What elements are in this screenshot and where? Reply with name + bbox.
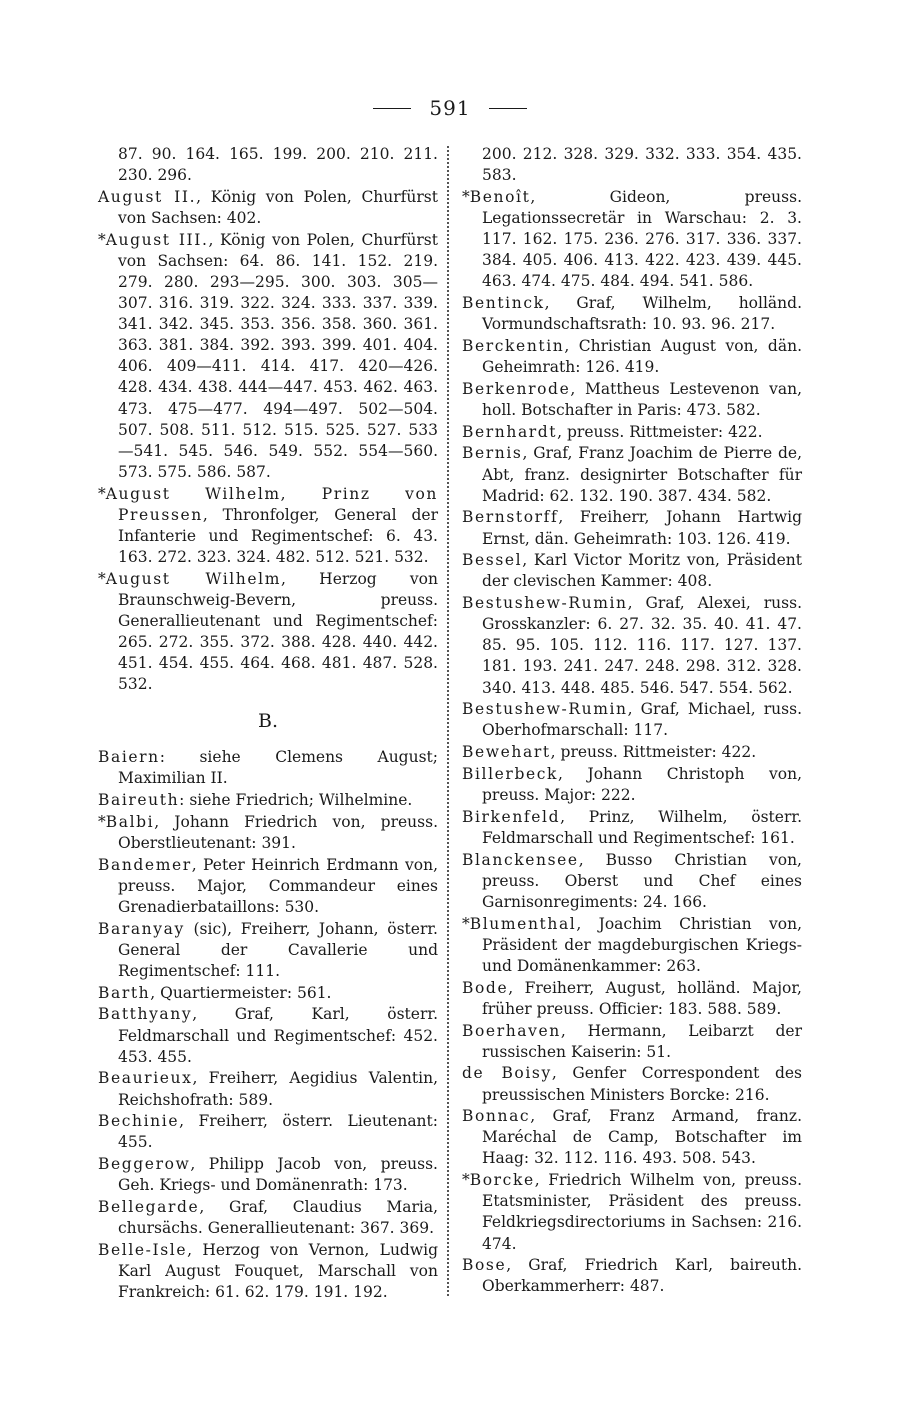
entry-name: August Wilhelm [105,569,282,588]
index-entry [462,379,802,421]
entry-name: Bode [462,978,509,997]
entry-text: 87. 90. 164. 165. 199. 200. 210. 211. 230. 296. [118,145,438,185]
index-entry [98,187,438,229]
entry-name: Bernstorff [462,508,559,527]
entry-name: Baranyay [98,919,185,938]
entry-text: (sic), Freiherr, Johann, österr. General der Cavallerie und Regimentschef: 111. [118,919,438,980]
entry-text: , Graf, Michael, russ. Oberhofmarschall: 117. [482,700,802,740]
index-entry [462,699,802,741]
entry-name: Bessel [462,551,523,570]
entry-name: Beggerow [98,1155,191,1174]
entry-name: Bentinck [462,294,545,313]
entry-text: , Prinz, Wilhelm, österr. Feldmarschall und Regimentschef: 161. [482,807,802,847]
index-entry [98,1004,438,1067]
index-entry [462,1255,802,1297]
entry-text: , Busso Christian von, preuss. Oberst und Chef eines Garnisonregiments: 24. 166. [482,850,802,911]
index-entry [98,1154,438,1196]
page-number: 591 [429,96,471,120]
entry-text: , Mattheus Lestevenon van, holl. Botschafter in Paris: 473. 582. [482,379,802,419]
header-dash-left [373,108,411,109]
entry-name: Bellegarde [98,1198,200,1217]
entry-marker: * [462,1171,470,1190]
index-column-right [462,144,802,1298]
entry-text: , Graf, Alexei, russ. Grosskanzler: 6. 27. 32. 35. 40. 41. 47. 85. 95. 105. 112. 116. 117. 127. 137. 181. 193. 241. 247. 248. 298. 312. 328. 340. 413. 448. 485. 546. 547. 554. 562. [482,594,802,697]
index-entry [462,443,802,506]
entry-text: 200. 212. 328. 329. 332. 333. 354. 435. 583. [482,145,802,185]
entry-name: Boerhaven [462,1021,561,1040]
entry-name: Birkenfeld [462,807,561,826]
entry-name: Berckentin [462,336,565,355]
entry-text: , König von Polen, Churfürst von Sachsen: 402. [118,187,438,227]
entry-text: , Graf, Franz Armand, franz. Maréchal de Camp, Botschafter im Haag: 32. 112. 116. 493. 508. 543. [482,1107,802,1168]
entry-name: Bose [462,1256,507,1275]
entry-name: Billerbeck [462,764,559,783]
entry-name: Benoît [469,187,531,206]
entry-marker: * [98,484,106,503]
entry-name: Baireuth [98,791,180,810]
entry-name: Blanckensee [462,850,579,869]
index-entry [462,336,802,378]
entry-text: , Herzog von Vernon, Ludwig Karl August Fouquet, Marschall von Frankreich: 61. 62. 179. 191. 192. [118,1240,438,1302]
entry-text: , Graf, Friedrich Karl, baireuth. Oberkammerherr: 487. [482,1256,802,1296]
entry-marker: * [462,187,470,206]
entry-text: , Philipp Jacob von, preuss. Geh. Kriegs- und Domänenrath: 173. [118,1155,438,1195]
index-entry [98,812,438,854]
index-entry [462,593,802,698]
entry-text: , Quartiermeister: 561. [150,983,332,1002]
entry-name: Beaurieux [98,1069,193,1088]
index-entry [98,747,438,789]
index-entry [462,1170,802,1254]
index-entry [98,1068,438,1110]
entry-marker: * [98,812,106,831]
entry-text: , Freiherr, Aegidius Valentin, Reichshofrath: 589. [118,1069,438,1109]
entry-name: Bernhardt [462,422,558,441]
entry-text: , Freiherr, Johann Hartwig Ernst, dän. Geheimrath: 103. 126. 419. [482,508,802,548]
page-header [0,96,900,120]
index-entry-continuation [98,144,438,186]
entry-name: Batthyany [98,1005,193,1024]
index-entry [462,914,802,977]
entry-text: , Graf, Wilhelm, holländ. Vormundschaftsrath: 10. 93. 96. 217. [482,294,802,334]
index-entry [98,569,438,696]
entry-text: , Genfer Correspondent des preussischen Ministers Borcke: 216. [482,1064,803,1104]
entry-name: Bechinie [98,1112,180,1131]
index-entry [98,855,438,918]
index-entry-continuation [462,144,802,186]
entry-name: Blumenthal [469,914,577,933]
index-entry [462,422,802,443]
entry-name: Belle-Isle [98,1240,188,1259]
entry-text: , Christian August von, dän. Geheimrath: 126. 419. [482,336,802,376]
index-entry [462,807,802,849]
entry-text: , Graf, Franz Joachim de Pierre de, Abt, franz. designirter Botschafter für Madrid: 62. 132. 190. 387. 434. 582. [482,444,802,505]
index-entry [462,742,802,763]
entry-text: , Graf, Karl, österr. Feldmarschall und Regimentschef: 452. 453. 455. [118,1005,438,1066]
index-entry [462,187,802,292]
entry-text: , preuss. Rittmeister: 422. [557,422,763,441]
index-entry [462,293,802,335]
index-entry [98,919,438,982]
entry-text: , Graf, Claudius Maria, chursächs. Generallieutenant: 367. 369. [118,1198,438,1238]
entry-text: , Johann Friedrich von, preuss. Oberstlieutenant: 391. [118,812,438,852]
index-column-left [98,144,438,1304]
index-entry [462,507,802,549]
entry-name: Balbi [105,812,155,831]
entry-text: , Herzog von Braunschweig-Bevern, preuss. Generallieutenant und Regimentschef: 265. 272. 355. 372. 388. 428. 440. 442. 451. 454. 455. 464. 468. 481. 487. 528. 532. [118,569,438,694]
entry-text: , Freiherr, August, holländ. Major, früher preuss. Officier: 183. 588. 589. [482,978,802,1018]
entry-name: Bewehart [462,743,551,762]
entry-name: Bonnac [462,1107,531,1126]
index-entry [98,983,438,1004]
entry-marker: * [462,914,470,933]
index-entry [98,484,438,568]
entry-text: : siehe Friedrich; Wilhelmine. [179,791,413,810]
entry-name: August III. [105,230,209,249]
entry-name: Bestushew-Rumin [462,594,628,613]
index-entry [462,1021,802,1063]
index-entry [98,1197,438,1239]
entry-text: , preuss. Rittmeister: 422. [550,743,757,762]
index-entry [462,850,802,913]
header-dash-right [489,108,527,109]
entry-name: de Boisy [462,1064,552,1083]
entry-name: August Wilhelm, Prinz von Preussen [105,484,438,524]
entry-text: , Peter Heinrich Erdmann von, preuss. Major, Commandeur eines Grenadierbataillons: 530. [118,855,438,916]
index-entry [462,1106,802,1169]
entry-name: Berkenrode [462,379,571,398]
entry-name: August II. [98,187,197,206]
entry-text: , Joachim Christian von, Präsident der magdeburgischen Kriegs- und Domänenkammer: 263. [482,914,802,975]
index-entry [98,1111,438,1153]
index-entry [462,978,802,1020]
index-entry [462,1063,802,1105]
entry-name: Bandemer [98,855,192,874]
entry-marker: * [98,230,106,249]
entry-name: Borcke [469,1171,535,1190]
entry-text: , Karl Victor Moritz von, Präsident der clevischen Kammer: 408. [482,551,802,591]
entry-text: , Johann Christoph von, preuss. Major: 222. [482,764,802,805]
entry-text: , Thronfolger, General der Infanterie und Regimentschef: 6. 43. 163. 272. 323. 324. 482. 512. 521. 532. [118,505,438,566]
entry-name: Bernis [462,444,523,463]
entry-name: Bestushew-Rumin [462,700,628,719]
section-letter: B. [257,710,278,733]
column-divider [447,146,449,1296]
entry-text: , Friedrich Wilhelm von, preuss. Etatsminister, Präsident des preuss. Feldkriegsdirectoriums in Sachsen: 216. 474. [482,1171,802,1253]
entry-name: Baiern [98,748,160,767]
entry-marker: * [98,569,106,588]
index-entry [98,1240,438,1303]
entry-name: Barth [98,983,151,1002]
entry-text: , Gideon, preuss. Legationssecretär in Warschau: 2. 3. 117. 162. 175. 236. 276. 317. 336. 337. 384. 405. 406. 413. 422. 423. 439. 445. 463. 474. 475. 484. 494. 541. 586. [482,187,802,291]
index-entry [462,764,802,806]
index-entry [98,790,438,811]
entry-text: , Hermann, Leibarzt der russischen Kaiserin: 51. [482,1021,802,1061]
index-entry [462,550,802,592]
entry-text: : siehe Clemens August; Maximilian II. [118,748,438,788]
index-entry [98,230,438,483]
entry-text: , Freiherr, österr. Lieutenant: 455. [118,1112,438,1152]
entry-text: , König von Polen, Churfürst von Sachsen: 64. 86. 141. 152. 219. 279. 280. 293—295. 300. 303. 305—307. 316. 319. 322. 324. 333. 337. 339. 341. 342. 345. 353. 356. 358. 360. 361. 363. 381. 384. 392. 393. 399. 401. 404. 406. 409—411. 414. 417. 420—426. 428. 434. 438. 444—447. 453. 462. 463. 473. 475—477. 494—497. 502—504. 507. 508. 511. 512. 515. 525. 527. 533—541. 545. 546. 549. 552. 554—560. 573. 575. 586. 587. [118,230,438,481]
